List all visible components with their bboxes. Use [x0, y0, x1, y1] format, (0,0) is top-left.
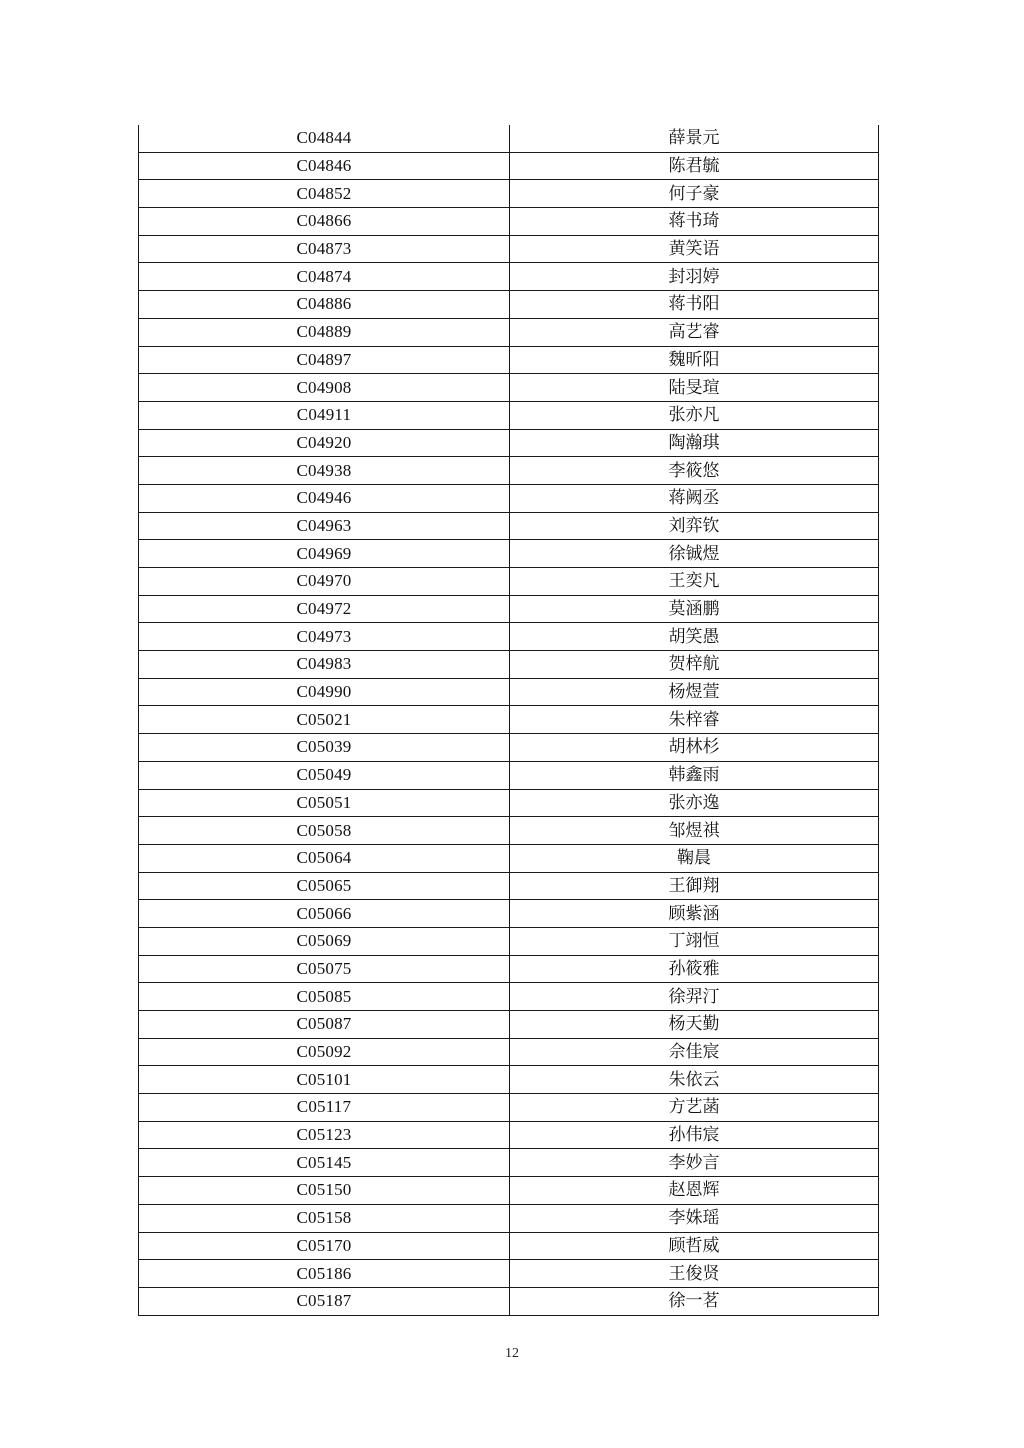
candidate-name-cell: 高艺睿	[510, 318, 879, 346]
candidate-name-cell: 蒋阙丞	[510, 484, 879, 512]
candidate-id-cell: C04972	[139, 595, 510, 623]
candidate-name-cell: 李妙言	[510, 1149, 879, 1177]
candidate-id-cell: C05065	[139, 872, 510, 900]
candidate-id-cell: C05087	[139, 1011, 510, 1039]
candidate-name-cell: 刘弈钦	[510, 512, 879, 540]
table-row	[139, 125, 879, 152]
table-row	[139, 1121, 879, 1149]
candidate-id-cell: C05075	[139, 955, 510, 983]
table-row	[139, 291, 879, 319]
candidate-id-cell: C04990	[139, 678, 510, 706]
table-row	[139, 540, 879, 568]
candidate-id-cell: C04889	[139, 318, 510, 346]
table-row	[139, 401, 879, 429]
table-row	[139, 1038, 879, 1066]
candidate-id-cell: C05064	[139, 844, 510, 872]
candidate-name-cell: 鞠晨	[510, 844, 879, 872]
candidate-name-cell: 徐一茗	[510, 1287, 879, 1315]
table-row	[139, 1260, 879, 1288]
candidate-name-cell: 方艺菡	[510, 1094, 879, 1122]
candidate-id-cell: C04946	[139, 484, 510, 512]
candidate-id-cell: C04897	[139, 346, 510, 374]
table-row	[139, 955, 879, 983]
table-row	[139, 983, 879, 1011]
candidate-id-cell: C05069	[139, 927, 510, 955]
table-row	[139, 208, 879, 236]
page-number: 12	[505, 1346, 519, 1361]
roster-table-body	[139, 125, 879, 1315]
candidate-id-cell: C05049	[139, 761, 510, 789]
candidate-name-cell: 佘佳宸	[510, 1038, 879, 1066]
candidate-id-cell: C04911	[139, 401, 510, 429]
candidate-id-cell: C05051	[139, 789, 510, 817]
candidate-id-cell: C04920	[139, 429, 510, 457]
candidate-name-cell: 薛景元	[510, 125, 879, 152]
candidate-id-cell: C05039	[139, 734, 510, 762]
candidate-name-cell: 王御翔	[510, 872, 879, 900]
candidate-name-cell: 王俊贤	[510, 1260, 879, 1288]
candidate-id-cell: C05092	[139, 1038, 510, 1066]
table-row	[139, 595, 879, 623]
table-row	[139, 263, 879, 291]
table-row	[139, 844, 879, 872]
table-row	[139, 484, 879, 512]
candidate-id-cell: C04970	[139, 568, 510, 596]
table-row	[139, 1232, 879, 1260]
candidate-name-cell: 顾紫涵	[510, 900, 879, 928]
candidate-id-cell: C05145	[139, 1149, 510, 1177]
table-row	[139, 1066, 879, 1094]
candidate-name-cell: 陆旻瑄	[510, 374, 879, 402]
candidate-name-cell: 朱梓睿	[510, 706, 879, 734]
candidate-name-cell: 孙伟宸	[510, 1121, 879, 1149]
candidate-id-cell: C05021	[139, 706, 510, 734]
candidate-name-cell: 黄笑语	[510, 235, 879, 263]
candidate-id-cell: C05158	[139, 1204, 510, 1232]
candidate-name-cell: 张亦凡	[510, 401, 879, 429]
candidate-id-cell: C04844	[139, 125, 510, 152]
table-row	[139, 1149, 879, 1177]
candidate-name-cell: 孙筱雅	[510, 955, 879, 983]
table-row	[139, 1177, 879, 1205]
candidate-id-cell: C04886	[139, 291, 510, 319]
candidate-name-cell: 张亦逸	[510, 789, 879, 817]
candidate-name-cell: 杨煜萱	[510, 678, 879, 706]
candidate-name-cell: 胡笑愚	[510, 623, 879, 651]
table-row	[139, 927, 879, 955]
candidate-name-cell: 贺梓航	[510, 651, 879, 679]
candidate-name-cell: 王奕凡	[510, 568, 879, 596]
candidate-id-cell: C04874	[139, 263, 510, 291]
candidate-name-cell: 朱依云	[510, 1066, 879, 1094]
table-row	[139, 457, 879, 485]
table-row	[139, 651, 879, 679]
candidate-id-cell: C05123	[139, 1121, 510, 1149]
candidate-name-cell: 莫涵鹏	[510, 595, 879, 623]
candidate-name-cell: 蒋书阳	[510, 291, 879, 319]
candidate-name-cell: 邹煜祺	[510, 817, 879, 845]
candidate-id-cell: C05117	[139, 1094, 510, 1122]
candidate-id-cell: C05170	[139, 1232, 510, 1260]
candidate-id-cell: C04846	[139, 152, 510, 180]
table-row	[139, 789, 879, 817]
table-row	[139, 180, 879, 208]
candidate-id-cell: C04908	[139, 374, 510, 402]
candidate-id-cell: C05058	[139, 817, 510, 845]
table-row	[139, 1204, 879, 1232]
candidate-id-cell: C04969	[139, 540, 510, 568]
table-row	[139, 429, 879, 457]
candidate-name-cell: 何子豪	[510, 180, 879, 208]
roster-table-container	[138, 125, 879, 1316]
candidate-id-cell: C04866	[139, 208, 510, 236]
table-row	[139, 346, 879, 374]
candidate-id-cell: C04973	[139, 623, 510, 651]
candidate-id-cell: C05085	[139, 983, 510, 1011]
table-row	[139, 623, 879, 651]
table-row	[139, 1287, 879, 1315]
candidate-id-cell: C04873	[139, 235, 510, 263]
candidate-name-cell: 胡林杉	[510, 734, 879, 762]
roster-table	[138, 125, 879, 1316]
table-row	[139, 817, 879, 845]
table-row	[139, 374, 879, 402]
candidate-id-cell: C05101	[139, 1066, 510, 1094]
candidate-name-cell: 韩鑫雨	[510, 761, 879, 789]
table-row	[139, 235, 879, 263]
table-row	[139, 1094, 879, 1122]
candidate-name-cell: 陶瀚琪	[510, 429, 879, 457]
table-row	[139, 734, 879, 762]
candidate-name-cell: 赵恩辉	[510, 1177, 879, 1205]
candidate-id-cell: C05186	[139, 1260, 510, 1288]
candidate-name-cell: 丁翊恒	[510, 927, 879, 955]
table-row	[139, 872, 879, 900]
candidate-id-cell: C05066	[139, 900, 510, 928]
table-row	[139, 1011, 879, 1039]
candidate-id-cell: C04938	[139, 457, 510, 485]
candidate-name-cell: 徐铖煜	[510, 540, 879, 568]
table-row	[139, 512, 879, 540]
candidate-name-cell: 李姝瑶	[510, 1204, 879, 1232]
table-row	[139, 318, 879, 346]
table-row	[139, 761, 879, 789]
table-row	[139, 900, 879, 928]
candidate-id-cell: C04983	[139, 651, 510, 679]
candidate-id-cell: C04852	[139, 180, 510, 208]
table-row	[139, 152, 879, 180]
candidate-name-cell: 封羽婷	[510, 263, 879, 291]
candidate-id-cell: C05187	[139, 1287, 510, 1315]
table-row	[139, 706, 879, 734]
candidate-name-cell: 李筱悠	[510, 457, 879, 485]
candidate-name-cell: 杨天勤	[510, 1011, 879, 1039]
candidate-name-cell: 徐羿汀	[510, 983, 879, 1011]
table-row	[139, 678, 879, 706]
candidate-name-cell: 顾哲威	[510, 1232, 879, 1260]
candidate-name-cell: 魏昕阳	[510, 346, 879, 374]
table-row	[139, 568, 879, 596]
candidate-name-cell: 蒋书琦	[510, 208, 879, 236]
candidate-id-cell: C05150	[139, 1177, 510, 1205]
candidate-id-cell: C04963	[139, 512, 510, 540]
candidate-name-cell: 陈君毓	[510, 152, 879, 180]
